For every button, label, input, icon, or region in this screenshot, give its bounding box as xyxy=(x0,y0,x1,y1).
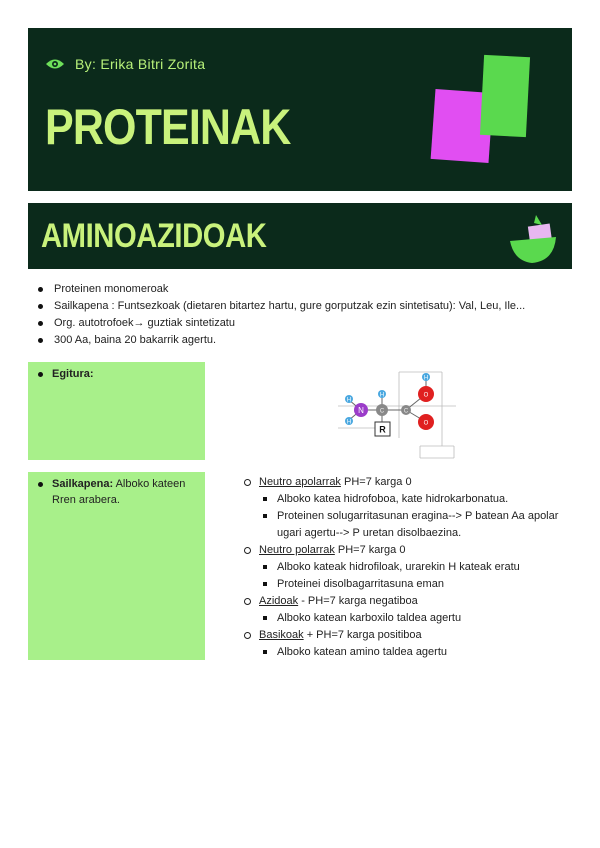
sailkapena-text: Sailkapena: Alboko kateen Rren arabera. xyxy=(38,476,198,508)
eye-icon xyxy=(45,57,65,71)
svg-text:O: O xyxy=(423,392,429,399)
author-row xyxy=(45,56,205,72)
egitura-label: Egitura: xyxy=(38,366,198,382)
category-neutro-polarrak: Neutro polarrak PH=7 karga 0 xyxy=(244,542,574,559)
author-name: By: Erika Bitri Zorita xyxy=(75,56,206,72)
list-item: 300 Aa, baina 20 bakarrik agertu. xyxy=(38,332,525,349)
category-basikoak: Basikoak + PH=7 karga positiboa xyxy=(244,627,574,644)
decorative-green-square xyxy=(480,55,530,137)
svg-text:H: H xyxy=(379,392,385,399)
svg-text:H: H xyxy=(346,419,352,426)
category-neutro-apolarrak: Neutro apolarrak PH=7 karga 0 xyxy=(244,474,574,491)
sailkapena-panel xyxy=(28,472,205,660)
svg-text:H: H xyxy=(423,375,429,382)
list-item: Alboko katean karboxilo taldea agertu xyxy=(244,610,574,627)
section-title: AMINOAZIDOAK xyxy=(41,217,267,255)
svg-text:H: H xyxy=(346,397,352,404)
list-item: Alboko kateak hidrofiloak, urarekin H kateak eratu xyxy=(244,559,574,576)
egitura-panel xyxy=(28,362,205,460)
main-bullet-list xyxy=(38,281,525,349)
list-item: Proteinen monomeroak xyxy=(38,281,525,298)
list-item: Proteinen solugarritasunan eragina--> P batean Aa apolar ugari agertu--> P uretan disolbaezina. xyxy=(244,508,574,542)
svg-text:C: C xyxy=(379,408,385,415)
list-item: Sailkapena : Funtsezkoak (dietaren bitartez hartu, gure gorputzak ezin sintetisatu): Val, Leu, Ile... xyxy=(38,298,525,315)
list-item: Alboko katean amino taldea agertu xyxy=(244,644,574,661)
amino-acid-structure-diagram xyxy=(334,366,456,460)
svg-text:R: R xyxy=(379,424,386,435)
header-banner xyxy=(28,28,572,191)
section-banner xyxy=(28,203,572,269)
classification-list xyxy=(244,474,574,661)
svg-text:N: N xyxy=(358,406,364,415)
category-azidoak: Azidoak - PH=7 karga negatiboa xyxy=(244,593,574,610)
svg-text:O: O xyxy=(423,420,429,427)
list-item: Alboko katea hidrofoboa, kate hidrokarbonatua. xyxy=(244,491,574,508)
list-item: Proteinei disolbagarritasuna eman xyxy=(244,576,574,593)
list-item: Org. autotrofoek→ guztiak sintetizatu xyxy=(38,315,525,332)
bowl-icon xyxy=(508,211,558,263)
svg-text:C: C xyxy=(403,408,409,415)
page-title: PROTEINAK xyxy=(45,99,291,155)
